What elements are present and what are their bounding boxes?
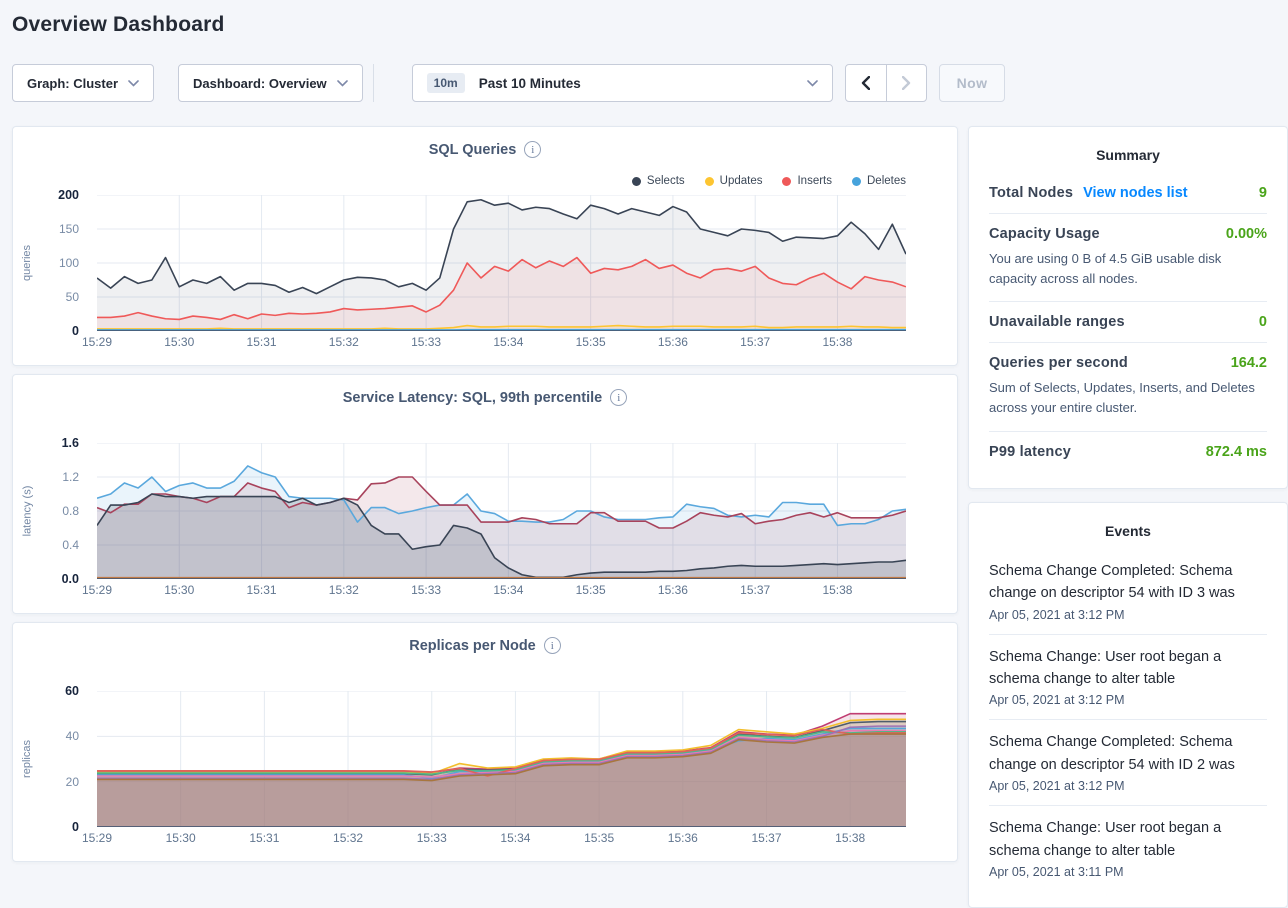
- chart-plot-svg: [97, 195, 906, 331]
- x-tick-label: 15:36: [657, 335, 688, 349]
- x-tick-label: 15:29: [81, 831, 113, 845]
- info-icon[interactable]: i: [610, 389, 627, 406]
- x-tick-label: 15:34: [500, 831, 531, 845]
- graph-dropdown[interactable]: [12, 64, 154, 102]
- legend-dot-icon: [782, 177, 791, 186]
- legend-dot-icon: [705, 177, 714, 186]
- previous-time-button[interactable]: [846, 65, 886, 101]
- sql-queries-chart-panel: [12, 126, 958, 366]
- x-tick-label: 15:30: [164, 335, 195, 349]
- x-tick-label: 15:31: [246, 583, 277, 597]
- x-tick-label: 15:35: [584, 831, 615, 845]
- dashboard-dropdown-label: Dashboard: Overview: [193, 75, 327, 91]
- next-time-button[interactable]: [886, 65, 926, 101]
- y-axis-ticks: [13, 188, 89, 338]
- summary-unavailable-ranges: [989, 301, 1267, 342]
- y-tick-label: 200: [58, 188, 79, 202]
- x-tick-label: 15:38: [822, 335, 853, 349]
- x-tick-label: 15:30: [165, 831, 196, 845]
- event-timestamp: Apr 05, 2021 at 3:11 PM: [989, 865, 1124, 880]
- legend-label: Inserts: [797, 175, 832, 187]
- unavailable-ranges-label: Unavailable ranges: [989, 314, 1125, 331]
- sql-queries-plot[interactable]: [97, 195, 906, 331]
- x-tick-label: 15:31: [249, 831, 280, 845]
- legend-item[interactable]: [782, 175, 832, 187]
- view-nodes-list-link[interactable]: View nodes list: [1083, 185, 1188, 201]
- chart-header: [13, 637, 957, 654]
- x-tick-label: 15:38: [835, 831, 866, 845]
- sidebar-column: [968, 126, 1288, 908]
- x-tick-label: 15:33: [411, 583, 442, 597]
- x-tick-label: 15:37: [740, 583, 771, 597]
- y-tick-label: 150: [58, 222, 79, 236]
- chevron-right-icon: [902, 76, 911, 90]
- y-axis-title: queries: [20, 244, 33, 282]
- x-tick-label: 15:37: [751, 831, 782, 845]
- summary-p99: [989, 431, 1267, 472]
- y-tick-label: 40: [65, 729, 79, 744]
- time-range-select[interactable]: [412, 64, 833, 102]
- qps-value: 164.2: [1230, 355, 1267, 372]
- event-timestamp: Apr 05, 2021 at 3:12 PM: [989, 693, 1125, 708]
- chart-header: [13, 389, 957, 406]
- y-axis-ticks: [13, 436, 89, 586]
- legend-label: Deletes: [867, 175, 906, 187]
- summary-title: Summary: [1096, 147, 1160, 163]
- chart-title: SQL Queries: [428, 141, 517, 158]
- x-tick-label: 15:34: [493, 335, 524, 349]
- qps-label: Queries per second: [989, 355, 1128, 372]
- y-tick-label: 1.6: [61, 436, 79, 450]
- info-icon[interactable]: i: [524, 141, 541, 158]
- chevron-left-icon: [861, 76, 870, 90]
- service-latency-plot[interactable]: [97, 443, 906, 579]
- summary-capacity: [989, 213, 1267, 301]
- replicas-per-node-chart-panel: [12, 622, 958, 862]
- y-tick-label: 0.0: [61, 572, 79, 586]
- legend-label: Updates: [719, 175, 763, 187]
- x-axis-ticks: [81, 583, 906, 599]
- x-tick-label: 15:37: [740, 335, 771, 349]
- x-tick-label: 15:33: [416, 831, 447, 845]
- y-tick-label: 20: [65, 774, 79, 789]
- legend-item[interactable]: [705, 175, 763, 187]
- p99-latency-value: 872.4 ms: [1205, 443, 1267, 460]
- chart-legend: [632, 175, 906, 187]
- capacity-usage-value: 0.00%: [1225, 226, 1267, 242]
- x-tick-label: 15:32: [328, 335, 359, 349]
- event-message: Schema Change: User root began a schema change to alter table: [989, 648, 1222, 687]
- x-tick-label: 15:35: [575, 335, 606, 349]
- events-panel: [968, 502, 1288, 908]
- y-tick-label: 0.4: [62, 538, 79, 552]
- x-tick-label: 15:36: [657, 583, 688, 597]
- event-item[interactable]: [989, 634, 1267, 720]
- time-step-buttons: [845, 64, 927, 102]
- event-item[interactable]: [989, 719, 1267, 805]
- toolbar: [12, 64, 1276, 102]
- capacity-usage-description: You are using 0 B of 4.5 GiB usable disk capacity across all nodes.: [989, 251, 1222, 287]
- x-tick-label: 15:35: [575, 583, 606, 597]
- event-timestamp: Apr 05, 2021 at 3:12 PM: [989, 607, 1125, 622]
- legend-label: Selects: [646, 175, 685, 187]
- main-content: [12, 126, 1288, 908]
- service-latency-chart-panel: [12, 374, 958, 614]
- x-tick-label: 15:32: [333, 831, 364, 845]
- y-axis-title: replicas: [21, 740, 33, 778]
- chart-title: Replicas per Node: [409, 637, 536, 654]
- chart-plot-svg: [97, 443, 906, 579]
- total-nodes-value: 9: [1258, 185, 1267, 201]
- legend-item[interactable]: [852, 175, 906, 187]
- event-item[interactable]: [989, 549, 1267, 634]
- event-item[interactable]: [989, 805, 1267, 891]
- y-tick-label: 0.8: [62, 504, 79, 518]
- summary-qps: [989, 342, 1267, 430]
- x-tick-label: 15:31: [246, 335, 277, 349]
- x-tick-label: 15:38: [822, 583, 853, 597]
- event-timestamp: Apr 05, 2021 at 3:12 PM: [989, 779, 1125, 794]
- chevron-down-icon: [128, 80, 139, 87]
- chart-header: [13, 141, 957, 158]
- x-tick-label: 15:29: [81, 583, 113, 597]
- summary-panel: [968, 126, 1288, 489]
- x-axis-ticks: [81, 831, 906, 847]
- y-tick-label: 1.2: [62, 470, 79, 484]
- info-icon[interactable]: i: [544, 637, 561, 654]
- x-tick-label: 15:33: [411, 335, 442, 349]
- chart-title: Service Latency: SQL, 99th percentile: [342, 389, 603, 406]
- x-tick-label: 15:30: [164, 583, 195, 597]
- legend-dot-icon: [632, 177, 641, 186]
- event-message: Schema Change Completed: Schema change on descriptor 54 with ID 3 was: [989, 562, 1235, 602]
- charts-column: [12, 126, 958, 862]
- x-tick-label: 15:36: [667, 831, 698, 845]
- page-title: Overview Dashboard: [12, 13, 225, 36]
- event-message: Schema Change: User root began a schema change to alter table: [989, 820, 1222, 859]
- x-tick-label: 15:29: [81, 335, 113, 349]
- p99-latency-label: P99 latency: [989, 443, 1071, 460]
- toolbar-divider: [373, 64, 374, 102]
- events-list: [989, 549, 1267, 892]
- y-tick-label: 60: [65, 684, 79, 698]
- total-nodes-label: Total Nodes: [989, 185, 1074, 201]
- time-range-badge: 10m: [427, 73, 465, 93]
- y-axis-title: latency (s): [21, 485, 33, 537]
- x-tick-label: 15:32: [328, 583, 359, 597]
- capacity-usage-label: Capacity Usage: [989, 226, 1100, 242]
- now-button[interactable]: Now: [939, 64, 1006, 102]
- chevron-down-icon: [337, 80, 348, 87]
- event-message: Schema Change Completed: Schema change on descriptor 54 with ID 2 was: [989, 734, 1235, 773]
- time-range-label: Past 10 Minutes: [478, 75, 581, 91]
- legend-dot-icon: [852, 177, 861, 186]
- y-tick-label: 0: [72, 324, 79, 338]
- legend-item[interactable]: [632, 175, 685, 187]
- replicas-per-node-plot[interactable]: [97, 691, 906, 827]
- unavailable-ranges-value: 0: [1258, 314, 1267, 331]
- graph-dropdown-label: Graph: Cluster: [27, 75, 119, 91]
- y-tick-label: 0: [72, 820, 79, 834]
- y-axis-ticks: [13, 684, 89, 834]
- dashboard-dropdown[interactable]: [178, 64, 363, 102]
- y-tick-label: 50: [65, 290, 79, 304]
- qps-description: Sum of Selects, Updates, Inserts, and Deletes across your entire cluster.: [989, 380, 1255, 416]
- x-axis-ticks: [81, 335, 906, 351]
- chevron-down-icon: [807, 80, 818, 87]
- x-tick-label: 15:34: [493, 583, 524, 597]
- events-title: Events: [1105, 522, 1151, 539]
- summary-total-nodes: [989, 173, 1267, 213]
- y-tick-label: 100: [58, 256, 79, 270]
- chart-plot-svg: [97, 691, 906, 827]
